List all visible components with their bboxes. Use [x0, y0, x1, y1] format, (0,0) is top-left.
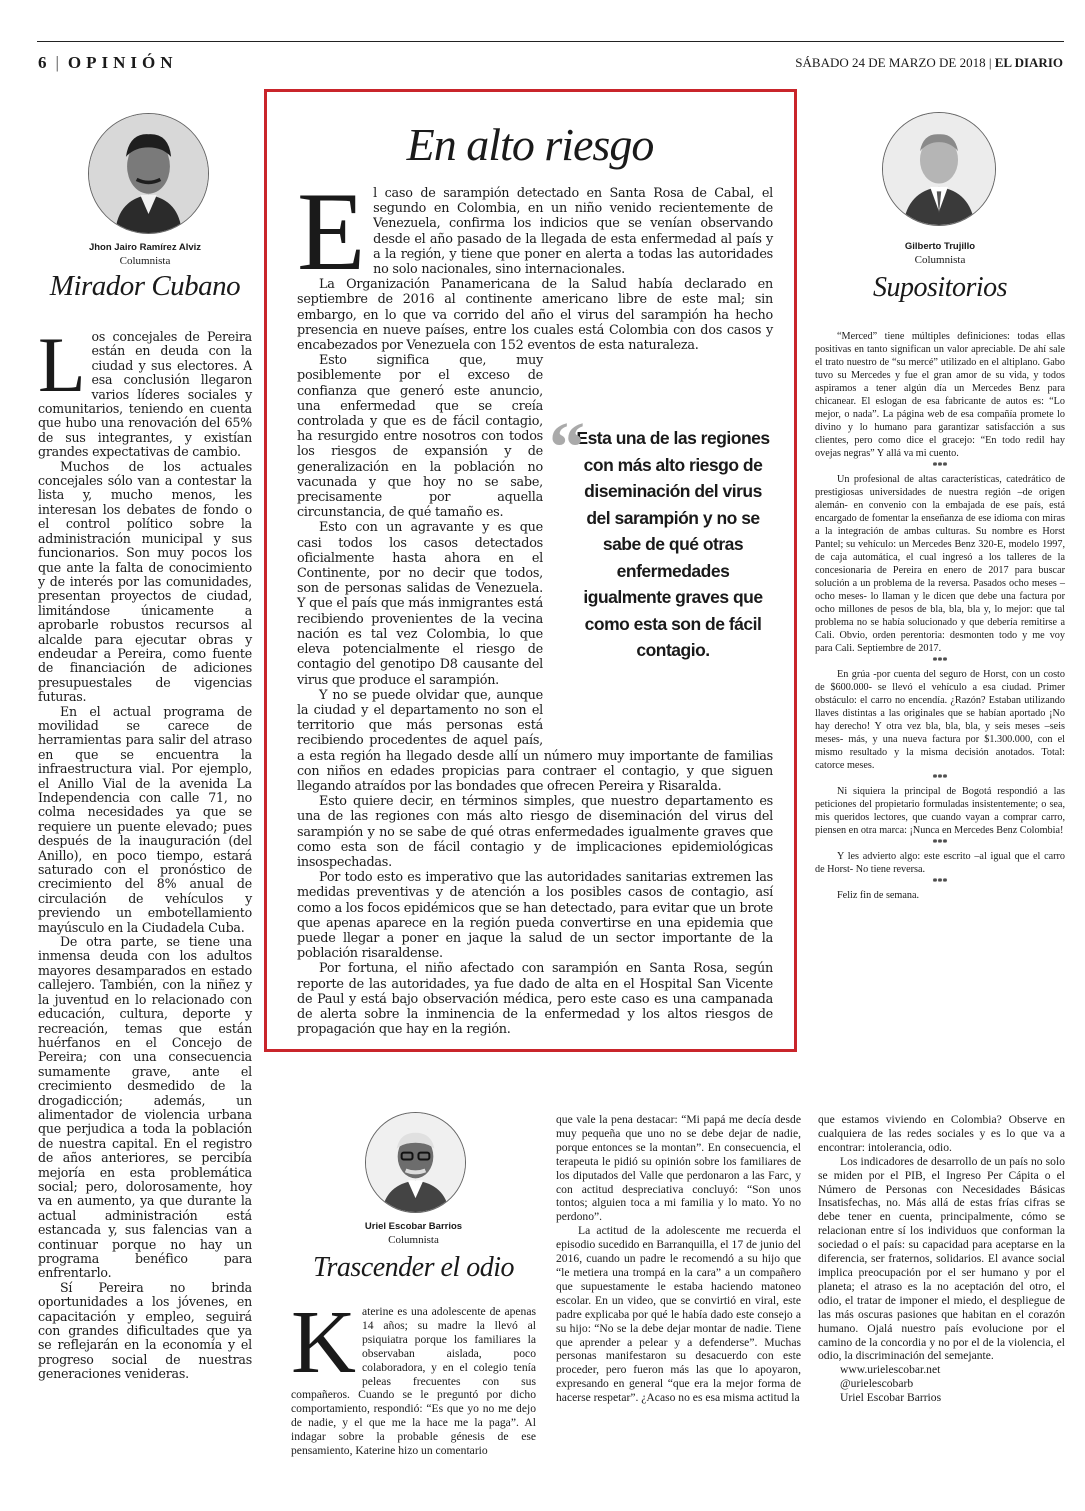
- paragraph: Katerine es una adolescente de apenas 14 años; su madre la llevó al psiquiatra porque los familiares la observaban aislada, poco colaboradora, y en el colegio tenía peleas frecuentes con sus compañeros. Cuando se le preguntó por dicho comportamiento, respondió: “Es que yo no me dejo de nadie, y el que me la hace me la paga”. Al indagar sobre la probable génesis de ese pensamiento, Katerine hizo un comentario: [291, 1293, 536, 1458]
- author-role-right: Columnista: [914, 254, 966, 266]
- author-name-bottom: Uriel Escobar Barrios: [364, 1221, 463, 1232]
- editorial-body: [297, 170, 773, 1038]
- paragraph: En el actual programa de movilidad se carece de herramientas para salir del atraso en que se encuentra la infraestructura vial. Por ejemplo, el Anillo Vial de la avenida La Independencia con calle 71, no colma necesidades ya que se requiere un puente elevado; pues después de la inauguración (del Anillo), en poco tiempo, estará saturado con el pronóstico de crecimiento del 8% anual de circulación de vehículos y previendo un embotellamiento mayúsculo en la Ciudadela Cuba.: [38, 703, 252, 935]
- paragraph: Por todo esto es imperativo que las autoridades sanitarias extremen las medidas preventivas y de atención a los posibles casos de contagio, así como a los focos epidémicos que se han detectado, para evitar que un brote que apenas aparece en la región pueda convertirse en una epidemia que puede llegar a poner en jaque la salud de un sector importante de la población risaraldense.: [297, 870, 773, 962]
- paragraph: En grúa -por cuenta del seguro de Horst, con un costo de $600.000- se llevó el vehículo a esa ciudad. Primer obstáculo: el carro no encendía. ¿Razón? Estaban utilizando llaves distintas a las originales que se habían aportado ¡No hay derecho! Y otra vez bla, bla, bla, y seis meses –seis meses- más, y una nueva factura por $1.300.000, con el mismo resultado y la misma decisión anotados. Total: catorce meses.: [815, 669, 1065, 771]
- paragraph: Y no se puede olvidar que, aunque la ciudad y el departamento no son el territorio que más personas está recibiendo procedentes de aquel país, a esta región ha llegado desde allí un número muy importante de familias con niños en edades propicias para contraer el contagio, y que siguen llegando atraídos por las bondades que ofrecen Pereira y Risaralda.: [297, 687, 773, 794]
- paragraph: Esto quiere decir, en términos simples, que nuestro departamento es una de las regiones con más alto riesgo de diseminación del virus del sarampión y no se sabe de qué otras enfermedades igualmente graves que como esta son de fácil contagio y de implicaciones epidemiológicas insospechadas.: [297, 794, 773, 870]
- drop-cap: E: [297, 170, 366, 294]
- paragraph: Muchos de los actuales concejales sólo van a contestar la lista y, mucho menos, les interesan los debates de fondo o el control político sobre la administración municipal y sus funcionarios. Son muy pocos los que ante la falta de conocimiento y de interés por las comunidades, presentan proyectos de ciudad, limitándose únicamente a aprobarle robustos recursos al alcalde para ejecutar obras y endeudar a Pereira, como fuente de financiación de adiciones presupuestales de vigencias futuras.: [38, 458, 252, 705]
- paragraph: que vale la pena destacar: “Mi papá me decía desde muy pequeña que uno no se debe dejar de nadie, porque entonces se la montan”. En consecuencia, el terapeuta le pidió su opinión sobre los familiares de los diputados del Valle que perdonaron a las Farc, y con actitud despreciativa concluyó: “Son unos tontos; alguien toca a mi familia y lo mato. Yo no perdono”.: [556, 1113, 801, 1224]
- column-body-left: [38, 321, 252, 1382]
- header-rule: [37, 41, 1064, 42]
- dateline: SÁBADO 24 DE MARZO DE 2018 | EL DIARIO: [795, 55, 1063, 70]
- author-name-left: Jhon Jairo Ramírez Alviz: [88, 242, 202, 253]
- author-handle: @urielescobarb: [840, 1377, 914, 1391]
- section-name: OPINIÓN: [67, 53, 178, 72]
- page-section-label: 6 | OPINIÓN: [38, 53, 178, 72]
- author-name-right: Gilberto Trujillo: [904, 241, 976, 252]
- author-photo-right: [882, 112, 996, 226]
- separator: ***: [932, 656, 948, 667]
- separator: ***: [932, 461, 948, 472]
- page-number: 6: [38, 53, 48, 72]
- pull-quote: [549, 407, 773, 737]
- paragraph: El caso de sarampión detectado en Santa Rosa de Cabal, el segundo en Colombia, en un niño venido recientemente de Venezuela, confirma los indicios que se venían observando desde el año pasado de la llegada de esta enfermedad al país y a la región, y tiene que poner en alerta a todas las autoridades no solo nacionales, sino internacionales.: [297, 170, 773, 294]
- issue-date: SÁBADO 24 DE MARZO DE 2018: [795, 55, 986, 70]
- separator: ***: [932, 877, 948, 888]
- drop-cap: K: [291, 1293, 356, 1392]
- paragraph: Un profesional de altas características, catedrático de prestigiosas universidades de nuestra región –de origen alemán- en convenio con la embajada de ese país, está encargado de fomentar la enseñanza de ese idioma con miras a la integración de ambas culturas. Su nombre es Horst Pantel; su vehículo: un Mercedes Benz 320-E, modelo 1997, de caja automática, el cual ingresó a los talleres de la concesionaria de Pereira en enero de 2017 para buscar solución a un problema de la reversa. Pasados ocho meses –ocho meses- lo llaman y le dicen que debe una factura por ocho millones de pesos de bla, bla, bla y, lo mejor: que tal problema no se había solucionado y que debería remitirse a Cali. Obvio, orden perentoria: desmonten todo y me voy para Cali. Septiembre de 2017.: [815, 474, 1065, 654]
- paragraph: De otra parte, se tiene una inmensa deuda con los adultos mayores desamparados en estado callejero. También, con la niñez y la juventud en lo relacionado con educación, cultura, deporte y recreación, temas que están huérfanos en el Concejo de Pereira; con una consecuencia sumamente grave, ante el crecimiento desmedido de la drogadicción; además, un alimentador de violencia urbana que perjudica a toda la población de nuestra capital. En el registro de años anteriores, se percibía mejoría en esta problemática social; pero, dolorosamente, hoy va en aumento, ya que durante la actual administración está estancada y, sus falencias van a continuar porque no hay un programa benéfico para enfrentarlo.: [38, 934, 252, 1281]
- paragraph: Esto con un agravante y es que casi todos los casos detectados oficialmente hasta ahora en el Continente, por no decir que todos, son de personas salidas de Venezuela. Y que el país que más inmigrantes está recibiendo provenientes de la vecina nación es tal vez Colombia, lo que eleva potencialmente el riesgo de contagio del genotipo D8 causante del virus que produce el sarampión.: [297, 520, 543, 688]
- paragraph: Por fortuna, el niño afectado con sarampión en Santa Rosa, según reporte de las autoridades, ya fue dado de alta en el Hospital San Vicente de Paul y está bajo observación médica, pero este caso es una campanada de alerta sobre la inminencia de la enfermedad y los altos riesgos de propagación que hay en la región.: [297, 961, 773, 1038]
- portrait-icon: [883, 113, 995, 225]
- separator: ***: [932, 773, 948, 784]
- paragraph: Sí Pereira no brinda oportunidades a los jóvenes, en capacitación y empleo, seguirá con grandes dificultades que ya se reflejarán en la economía y el progreso social de nuestras generaciones venideras.: [38, 1279, 252, 1382]
- paragraph: Los concejales de Pereira están en deuda con la ciudad y sus electores. A esa conclusión llegaron varios líderes sociales y comunitarios, teniendo en cuenta que hubo una renovación del 65% de sus integrantes, y existían grandes expectativas de cambio.: [38, 321, 252, 460]
- paragraph: Feliz fin de semana.: [837, 890, 920, 901]
- author-signature: Uriel Escobar Barrios: [840, 1391, 942, 1405]
- column-title-left: Mirador Cubano: [49, 270, 241, 302]
- column-body-right: [815, 330, 1065, 902]
- quote-mark-icon: “: [549, 407, 585, 488]
- paragraph: Ni siquiera la principal de Bogotá respondió a las peticiones del propietario formuladas insistentemente; o sea, mis queridos lectores, que cuando vayan a comprar carro, piensen en otra marca: ¡Nunca en Mercedes Benz Colombia!: [815, 786, 1065, 836]
- author-photo-left: [88, 113, 209, 234]
- paragraph: Esto significa que, muy posiblemente por el exceso de confianza que generó este anuncio, una enfermedad que se creía controlada y que es de fácil contagio, ha resurgido entre nosotros con todos los riesgos de expansión y de generalización en la población no vacunada y que hoy no se sabe, precisamente por aquella circunstancia, de qué tamaño es.: [297, 353, 543, 521]
- separator: ***: [932, 838, 948, 849]
- portrait-icon: [366, 1113, 465, 1212]
- author-role-left: Columnista: [119, 255, 171, 267]
- paragraph: La Organización Panamericana de la Salud había declarado en septiembre de 2016 al continente americano libre de este mal; sin embargo, en lo que va corrido del año el virus del sarampión ha hecho presencia en nueve países, entre los cuales está Colombia con dos casos y encabezados por Venezuela con 152 eventos de esta naturaleza.: [297, 277, 773, 354]
- author-website: www.urielescobar.net: [840, 1363, 941, 1377]
- drop-cap: L: [38, 321, 86, 408]
- paragraph: que estamos viviendo en Colombia? Observe en cualquiera de las redes sociales y es lo que va a encontrar: intolerancia, odio.: [818, 1113, 1065, 1154]
- column-title-bottom: Trascender el odio: [313, 1252, 514, 1283]
- column-title-right: Supositorios: [872, 272, 1008, 303]
- editorial-title: En alto riesgo: [406, 119, 654, 170]
- paragraph: “Merced” tiene múltiples definiciones: todas ellas positivas en tanto significan un valor apreciable. De ahí sale el trato nuestro de “su mercé” utilizado en el altiplano. Gabo tuvo su Mercedes y fue el gran amor de su vida, y todos aspiramos a tener algún día un Mercedes Benz para chicanear. El eslogan de esa fabricante de autos es: “Lo mejor, o nada”. La página web de esa compañía promete lo divino y lo humano para garantizar satisfacción a sus clientes, pero como dice el gracejo: “En todo redil hay ovejas negras” Y allá va mi cuento.: [815, 331, 1065, 459]
- pull-quote-text: Esta una de las regiones con más alto riesgo de diseminación del virus del sarampión y no se sabe de qué otras enfermedades igualmente graves que como esta son de fácil contagio.: [576, 428, 770, 661]
- author-role-bottom: Columnista: [388, 1234, 439, 1246]
- paragraph: Y les advierto algo: este escrito –al igual que el carro de Horst- No tiene reversa.: [815, 851, 1065, 875]
- author-photo-bottom: [365, 1112, 466, 1213]
- paragraph: Los indicadores de desarrollo de un país no solo se miden por el PIB, el Ingreso Per Cápita o el Número de Personas con Necesidades Básicas Insatisfechas, no. Más allá de estas frías cifras se debe tener en cuenta, principalmente, cómo se relacionan entre sí los individuos que conforman la sociedad o el país: su capacidad para aceptarse en la diferencia, ser fraternos, solidarios. El avance social implica preocupación por el ser humano y por el planeta; el atraso es la no aceptación del otro, el odio, el tratar de imponer el miedo, el despliegue de las más oscuras pasiones que habitan en el corazón humano. Ojalá nuestro país evolucione por el camino de la concordia y no por el de la violencia, el odio, la discriminación del semejante.: [818, 1154, 1065, 1363]
- paragraph: La actitud de la adolescente me recuerda el episodio sucedido en Barranquilla, el 17 de junio del 2016, cuando un padre le recomendó a su hijo que “le metiera una trompá en la cara” a un compañero que supuestamente le estaba haciendo matoneo escolar. En un video, que se convirtió en viral, este padre explicaba por qué le había dado este consejo a su hijo: “No se la debe dejar montar de nadie. Tiene que aprender a pelear y a defenderse”. Muchas personas manifestaron su desacuerdo con este proceder, pero fueron más las que lo apoyaron, expresando en general “que era la mejor forma de hacerse respetar”. ¿Acaso no es esa misma actitud la: [556, 1224, 801, 1405]
- newspaper-name: EL DIARIO: [994, 55, 1063, 70]
- column-body-bottom-1: [291, 1293, 536, 1458]
- column-body-bottom-3: [818, 1113, 1065, 1405]
- column-body-bottom-2: [556, 1113, 801, 1405]
- portrait-icon: [89, 114, 208, 233]
